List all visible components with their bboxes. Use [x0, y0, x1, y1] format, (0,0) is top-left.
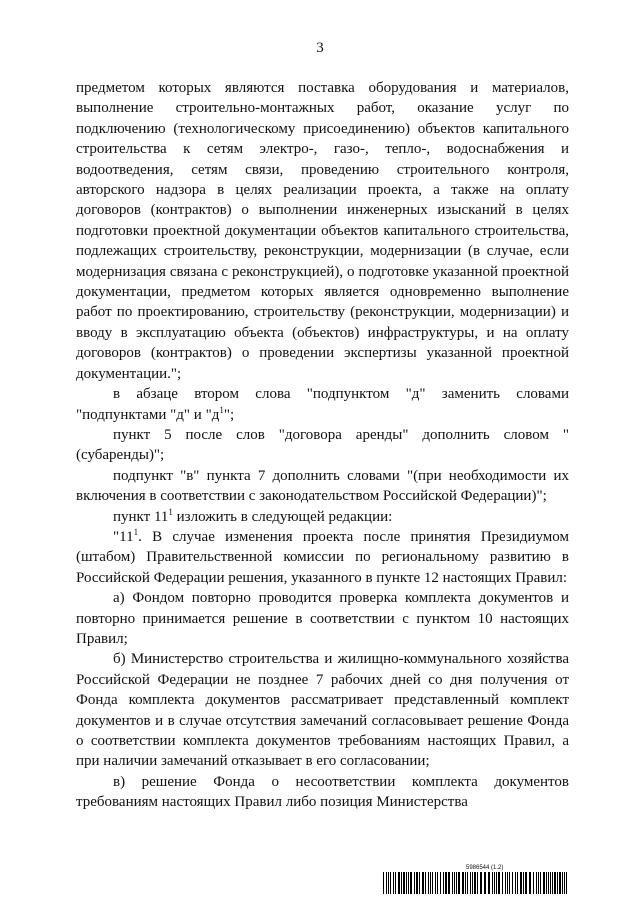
- superscript: 1: [168, 506, 173, 517]
- document-code: 5986544 (1.2): [466, 865, 504, 871]
- paragraph-4: подпункт "в" пункта 7 дополнить словами "(при необходимости их включения в соответствии с законодательством Российской Федерации)";: [76, 467, 569, 505]
- page-number: 3: [316, 40, 324, 56]
- paragraph-5: пункт $11^1$ изложить в следующей редакции:: [113, 506, 393, 525]
- paragraph-3: пункт 5 после слов "договора аренды" дополнить словом "(субаренды)";: [76, 426, 569, 464]
- document-body: [76, 78, 569, 813]
- superscript: 1: [133, 526, 139, 537]
- paragraph-9: в) решение Фонда о несоответствии комплекта документов требованиям настоящих Правил либо позиция Министерства: [76, 773, 569, 811]
- paragraph-7: а) Фондом повторно проводится проверка комплекта документов и повторно принимается решение в соответствии с пунктом 10 настоящих Правил;: [76, 590, 569, 647]
- paragraph-2: в абзаце втором слова "подпунктом "д" заменить словами "подпунктами "д" и "$д^1$";: [76, 386, 569, 423]
- paragraph-1: предметом которых являются поставка оборудования и материалов, выполнение строительно-монтажных работ, оказание услуг по подключению (технологическому присоединению) объектов капитального строительства к сетям электро-, газо-, тепло-, водоснабжения и водоотведения, сетям связи, проведению строительного контроля, авторского надзора в целях реализации проекта, а также на оплату договоров (контрактов) о выполнении инженерных изысканий в целях подготовки проектной документации объектов капитального строительства, подлежащих строительству, реконструкции, модернизации (в случае, если модернизация связана с реконструкцией), о подготовке указанной проектной документации, предметом которых является одновременно выполнение работ по проектированию, строительству (реконструкции, модернизации) и вводу в эксплуатацию объекта (объектов) инфраструктуры, и на оплату договоров (контрактов) о проведении экспертизы указанной проектной документации.";: [76, 80, 569, 382]
- paragraph-8: б) Министерство строительства и жилищно-коммунального хозяйства Российской Федерации не позднее 7 рабочих дней со дня получения от Фонда комплекта документов рассматривает представленный комплект документов и в случае отсутствия замечаний согласовывает решение Фонда о соответствии комплекта документов требованиям настоящих Правил, а при наличии замечаний отказывает в его согласовании;: [76, 651, 569, 770]
- barcode-image: [383, 872, 569, 894]
- paragraph-6: "$11^1$. В случае изменения проекта после принятия Президиумом (штабом) Правительственной комиссии по региональному развитию в Российской Федерации решения, указанного в пункте 12 настоящих Правил:: [76, 526, 569, 586]
- superscript: 1: [219, 404, 224, 415]
